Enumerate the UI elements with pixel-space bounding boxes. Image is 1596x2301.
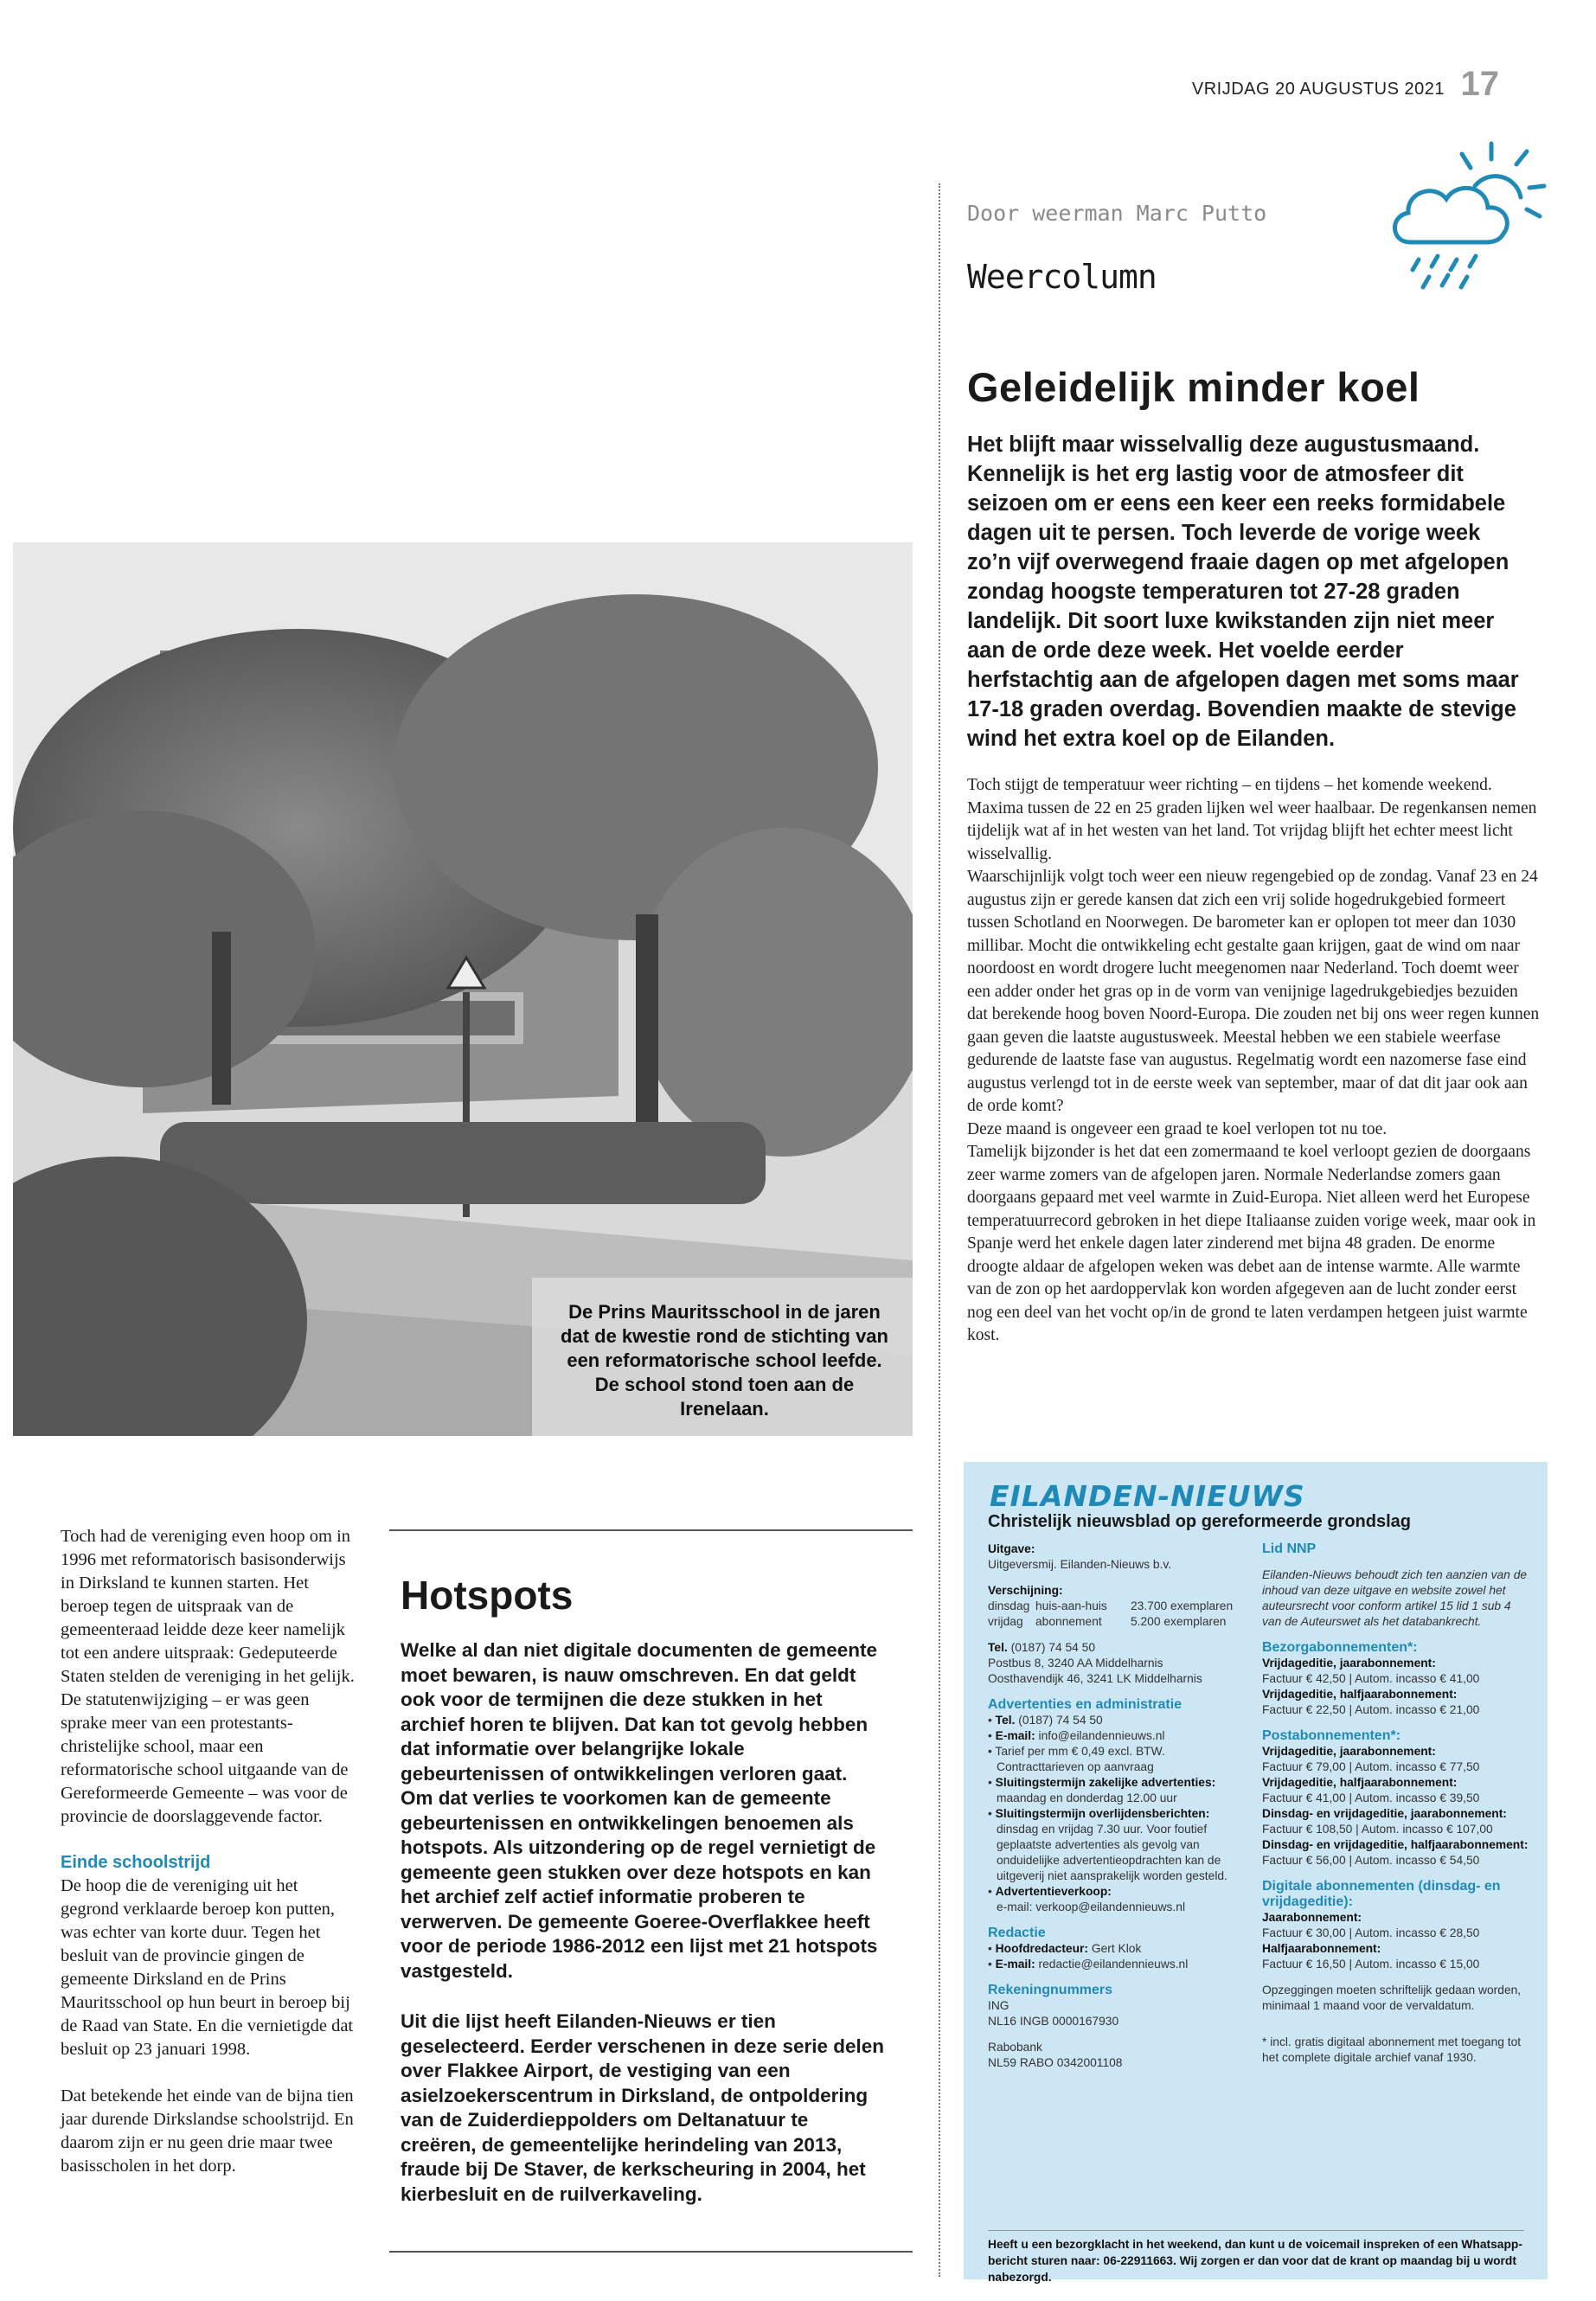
hotspots-paragraph: Uit die lijst heeft Eilanden-Nieuws er tien geselecteerd. Eerder verschenen in deze serie delen over Flakkee Airport, de vestiging van een asielzoekerscentrum in Dirksland, de ontpoldering van de Zuiderdieppolders om Deltanatuur te creëren, de gemeentelijke herindeling van 2013, fraude bij De Staver, de kerkscheuring in 2004, het kierbesluit en de ruilverkaveling. xyxy=(401,2010,885,2205)
text: • Sluitingstermijn overlijdensberichten: xyxy=(988,1807,1210,1820)
label: Vrijdageditie, jaarabonnement: xyxy=(1262,1657,1436,1670)
text: (0187) 74 54 50 xyxy=(1018,1714,1103,1727)
colophon-left-column xyxy=(988,1541,1256,2071)
label: Verschijning: xyxy=(988,1584,1063,1597)
text: dinsdag en vrijdag 7.30 uur. Voor foutief geplaatste advertenties als gevolg van onduidelijke advertentieopdrachten kan de uitgeverij niet aansprakelijk worden gesteld. xyxy=(997,1823,1227,1882)
weather-body xyxy=(967,774,1540,1348)
colophon-right-column xyxy=(1262,1541,1530,2066)
label: Halfjaarabonnement: xyxy=(1262,1942,1381,1955)
text: Factuur € 22,50 | Autom. incasso € 21,00 xyxy=(1262,1703,1480,1716)
weather-kicker: Weercolumn xyxy=(967,258,1157,296)
text: NL59 RABO 0342001108 xyxy=(988,2056,1123,2069)
text: Eilanden-Nieuws behoudt zich ten aanzien van de inhoud van deze uitgave en website zowel het auteursrecht voor conform artikel 15 lid 1 sub 4 van de Auteurswet als het databankrecht. xyxy=(1262,1568,1528,1628)
text: NL16 INGB 0000167930 xyxy=(988,2015,1119,2028)
colophon-rule xyxy=(988,2230,1524,2231)
text: • Tarief per mm € 0,49 excl. BTW. xyxy=(988,1745,1165,1758)
text: • Hoofdredacteur: Gert Klok xyxy=(988,1942,1142,1955)
text: Oosthavendijk 46, 3241 LK Middelharnis xyxy=(988,1672,1202,1685)
label: Vrijdageditie, jaarabonnement: xyxy=(1262,1745,1436,1758)
text: • E-mail: redactie@eilandennieuws.nl xyxy=(988,1958,1189,1971)
text: 5.200 exemplaren xyxy=(1131,1615,1227,1628)
weather-byline: Door weerman Marc Putto xyxy=(967,201,1267,226)
text: Factuur € 16,50 | Autom. incasso € 15,00 xyxy=(1262,1958,1480,1971)
weather-headline: Geleidelijk minder koel xyxy=(967,364,1420,410)
text: vrijdag xyxy=(988,1615,1023,1628)
text: ING xyxy=(988,1999,1010,2012)
colophon-box xyxy=(964,1462,1548,2284)
text: • Tel. (0187) 74 54 50 xyxy=(988,1714,1103,1727)
colophon-footer: Heeft u een bezorgklacht in het weekend, dan kunt u de voicemail inspreken of een Whatsapp-bericht sturen naar: 06-22911663. Wij zorgen er dan voor dat de krant op maandag bij u wordt nabezorgd. xyxy=(988,2238,1522,2284)
text: Gert Klok xyxy=(1091,1942,1142,1955)
section-heading: Bezorgabonnementen*: xyxy=(1262,1640,1418,1655)
article-subhead: Einde schoolstrijd xyxy=(61,1853,211,1872)
text: e-mail: verkoop@eilandennieuws.nl xyxy=(997,1900,1186,1913)
label: Uitgave: xyxy=(988,1542,1035,1555)
email-link[interactable]: redactie@eilandennieuws.nl xyxy=(1038,1958,1189,1971)
section-heading: Advertenties en administratie xyxy=(988,1697,1183,1712)
newspaper-tagline: Christelijk nieuwsblad op gereformeerde grondslag xyxy=(988,1512,1411,1531)
label: Dinsdag- en vrijdageditie, jaarabonnement: xyxy=(1262,1807,1507,1820)
hotspots-paragraph: Welke al dan niet digitale documenten de gemeente moet bewaren, is nauw omschreven. En dat geldt ook voor de termijnen die deze stukken in het archief horen te blijven. Dat kan tot gevolg hebben dat informatie over belangrijke lokale gebeurtenissen of ontwikkelingen verloren gaat. Om dat verlies te voorkomen kan de gemeente gebeurtenissen en ontwikkelingen benoemen als hotspots. Als uitzondering op de regel vernietigt de gemeente geen stukken over deze hotspots en kan het archief zelf actief informatie proberen te verwerven. De gemeente Goeree-Overflakkee heeft voor de periode 1986-2012 een lijst met 21 hotspots vastgesteld. xyxy=(401,1639,878,1982)
label: E-mail: xyxy=(995,1729,1035,1742)
text: Factuur € 42,50 | Autom. incasso € 41,00 xyxy=(1262,1672,1480,1685)
text: 23.700 exemplaren xyxy=(1131,1599,1234,1612)
text: Opzeggingen moeten schriftelijk gedaan worden, minimaal 1 maand voor de vervaldatum. xyxy=(1262,1984,1522,2012)
section-heading: Redactie xyxy=(988,1926,1046,1940)
left-article xyxy=(61,1525,356,2178)
section-heading: Postabonnementen*: xyxy=(1262,1728,1401,1743)
issue-date: VRIJDAG 20 AUGUSTUS 2021 xyxy=(1191,80,1445,99)
text: Uitgeversmij. Eilanden-Nieuws b.v. xyxy=(988,1558,1172,1571)
hotspots-bottom-rule xyxy=(389,2251,913,2253)
text: abonnement xyxy=(1035,1615,1102,1628)
label: E-mail: xyxy=(995,1958,1035,1971)
label: Sluitingstermijn overlijdensberichten: xyxy=(995,1807,1210,1820)
weather-paragraph: Tamelijk bijzonder is het dat een zomermaand te koel verloopt gezien de doorgaans zeer warme zomers van de afgelopen jaren. Normale Nederlandse zomers gaan doorgaans gepaard met veel warmte in Zuid-Europa. Niet alleen werd het Europese temperatuurrecord gebroken in het diepe Italiaanse zuiden vorige week, maar ook in Spanje werd het enkele dagen later zinderend met bijna 48 graden. De enorme droogte aldaar de afgelopen weken was debet aan de intense warmte. Alle warmte van de zon op het aardoppervlak kon worden afgegeven aan de lucht zonder eerst nog een deel van het vocht op/in de grond te laten verdampen hetgeen juist warmte kost. xyxy=(967,1143,1536,1344)
text: huis-aan-huis xyxy=(1035,1599,1107,1612)
article-paragraph: De hoop die de vereniging uit het gegrond verklaarde beroep kon putten, was echter van korte duur. Tegen het besluit van de provincie gingen de gemeente Dirksland en de Prins Mauritsschool op hun beurt in beroep bij de Raad van State. En die vernietigde dat besluit op 23 januari 1998. xyxy=(61,1876,354,2059)
label: Tel. xyxy=(988,1641,1008,1654)
edition-row xyxy=(988,1614,1256,1630)
label: Hoofdredacteur: xyxy=(995,1942,1088,1955)
label: Advertentieverkoop: xyxy=(995,1885,1112,1898)
text: Contracttarieven op aanvraag xyxy=(997,1760,1154,1773)
section-heading: Digitale abonnementen (dinsdag- en vrijdageditie): xyxy=(1262,1879,1501,1909)
text: • Sluitingstermijn zakelijke advertenties: xyxy=(988,1776,1216,1789)
text: maandag en donderdag 12.00 uur xyxy=(997,1791,1177,1804)
text: • Advertentieverkoop: xyxy=(988,1885,1112,1898)
cloud-sun-rain-icon xyxy=(1384,138,1548,294)
text: • E-mail: info@eilandennieuws.nl xyxy=(988,1729,1165,1742)
weather-paragraph: Toch stijgt de temperatuur weer richting – en tijdens – het komende weekend. Maxima tussen de 22 en 25 graden lijken wel weer haalbaar. De regenkansen nemen tijdelijk wat af in het westen van het land. Tot vrijdag blijft het echter meest licht wisselvallig. xyxy=(967,776,1537,863)
weather-paragraph: Deze maand is ongeveer een graad te koel verlopen tot nu toe. xyxy=(967,1119,1388,1138)
text: (0187) 74 54 50 xyxy=(1010,1641,1096,1654)
hotspots-body xyxy=(401,1638,885,2233)
text: Rabobank xyxy=(988,2041,1042,2054)
photo-caption: De Prins Mauritsschool in de jaren dat de kwestie rond de stichting van een reformatorische school leefde. De school stond toen aan de Irenelaan. xyxy=(561,1301,888,1420)
text: Factuur € 108,50 | Autom. incasso € 107,00 xyxy=(1262,1823,1493,1836)
text: Factuur € 79,00 | Autom. incasso € 77,50 xyxy=(1262,1760,1480,1773)
label: Jaarabonnement: xyxy=(1262,1911,1362,1924)
section-heading: Lid NNP xyxy=(1262,1541,1317,1556)
weather-lead: Het blijft maar wisselvallig deze augustusmaand. Kennelijk is het erg lastig voor de atmosfeer dit seizoen om er eens een keer een reeks formidabele dagen uit te persen. Toch leverde de vorige week zo’n vijf overwegend fraaie dagen op met afgelopen zondag hoogste temperaturen tot 27-28 graden landelijk. Dit soort luxe kwikstanden zijn niet meer aan de orde deze week. Het voelde eerder herfstachtig aan de afgelopen dagen met soms maar 17-18 graden overdag. Bovendien maakte de stevige wind het extra koel op de Eilanden. xyxy=(967,433,1519,751)
label: Sluitingstermijn zakelijke advertenties: xyxy=(995,1776,1216,1789)
text: Factuur € 41,00 | Autom. incasso € 39,50 xyxy=(1262,1791,1480,1804)
text: Factuur € 30,00 | Autom. incasso € 28,50 xyxy=(1262,1926,1480,1939)
label: Tel. xyxy=(995,1714,1016,1727)
text: Tarief per mm € 0,49 excl. BTW. xyxy=(995,1745,1165,1758)
email-link[interactable]: info@eilandennieuws.nl xyxy=(1038,1729,1165,1742)
section-heading: Rekeningnummers xyxy=(988,1983,1113,1997)
label: Vrijdageditie, halfjaarabonnement: xyxy=(1262,1688,1458,1701)
hotspots-top-rule xyxy=(389,1529,913,1531)
article-paragraph: Toch had de vereniging even hoop om in 1996 met reformatorisch basisonderwijs in Dirksland te kunnen starten. Het beroep tegen de uitspraak van de gemeenteraad leidde deze keer namelijk tot een andere uitspraak: Gedeputeerde Staten stelden de vereniging in het gelijk. De statutenwijziging – er was geen sprake meer van een protestants-christelijke school, maar een reformatorische school uitgaande van de Gereformeerde Gemeente – was voor de provincie de doorslaggevende factor. xyxy=(61,1527,355,1826)
hotspots-title: Hotspots xyxy=(401,1573,574,1618)
text: Postbus 8, 3240 AA Middelharnis xyxy=(988,1657,1163,1670)
label: Vrijdageditie, halfjaarabonnement: xyxy=(1262,1776,1458,1789)
weather-paragraph: Waarschijnlijk volgt toch weer een nieuw regengebied op de zondag. Vanaf 23 en 24 augustus zijn er gerede kansen dat zich een vrij solide hogedrukgebied formeert tussen Schotland en Noorwegen. De barometer kan er oplopen tot meer dan 1030 millibar. Mocht die ontwikkeling echt gestalte gaan krijgen, gaat de wind om naar noordoost en wordt drogere lucht meegenomen naar Nederland. Toch doemt weer een adder onder het gras op in de vorm van venijnige lagedrukgebiedjes bezuiden dat berekende hoog boven Noord-Europa. Die zouden net bij ons weer regen kunnen gaan geven die laatste augustusweek. Meestal hebben we een stabiele weerfase gedurende de laatste fase van augustus. Regelmatig wordt een nazomerse fase eind augustus verlengd tot in de eerste week van september, maar of dat dit jaar ook aan de orde komt? xyxy=(967,868,1540,1115)
phone-line xyxy=(988,1640,1256,1656)
column-divider xyxy=(939,183,940,2277)
page-number: 17 xyxy=(1460,65,1499,103)
newspaper-logo: EILANDEN-NIEUWS xyxy=(990,1479,1305,1513)
label: Dinsdag- en vrijdageditie, halfjaarabonnement: xyxy=(1262,1838,1529,1851)
text: dinsdag xyxy=(988,1599,1030,1612)
article-paragraph: Dat betekende het einde van de bijna tien jaar durende Dirkslandse schoolstrijd. En daarom zijn er nu geen drie maar twee basisscholen in het dorp. xyxy=(61,2086,354,2176)
edition-row xyxy=(988,1599,1256,1614)
text: * incl. gratis digitaal abonnement met toegang tot het complete digitale archief vanaf 1930. xyxy=(1262,2035,1522,2064)
text: Factuur € 56,00 | Autom. incasso € 54,50 xyxy=(1262,1854,1480,1867)
